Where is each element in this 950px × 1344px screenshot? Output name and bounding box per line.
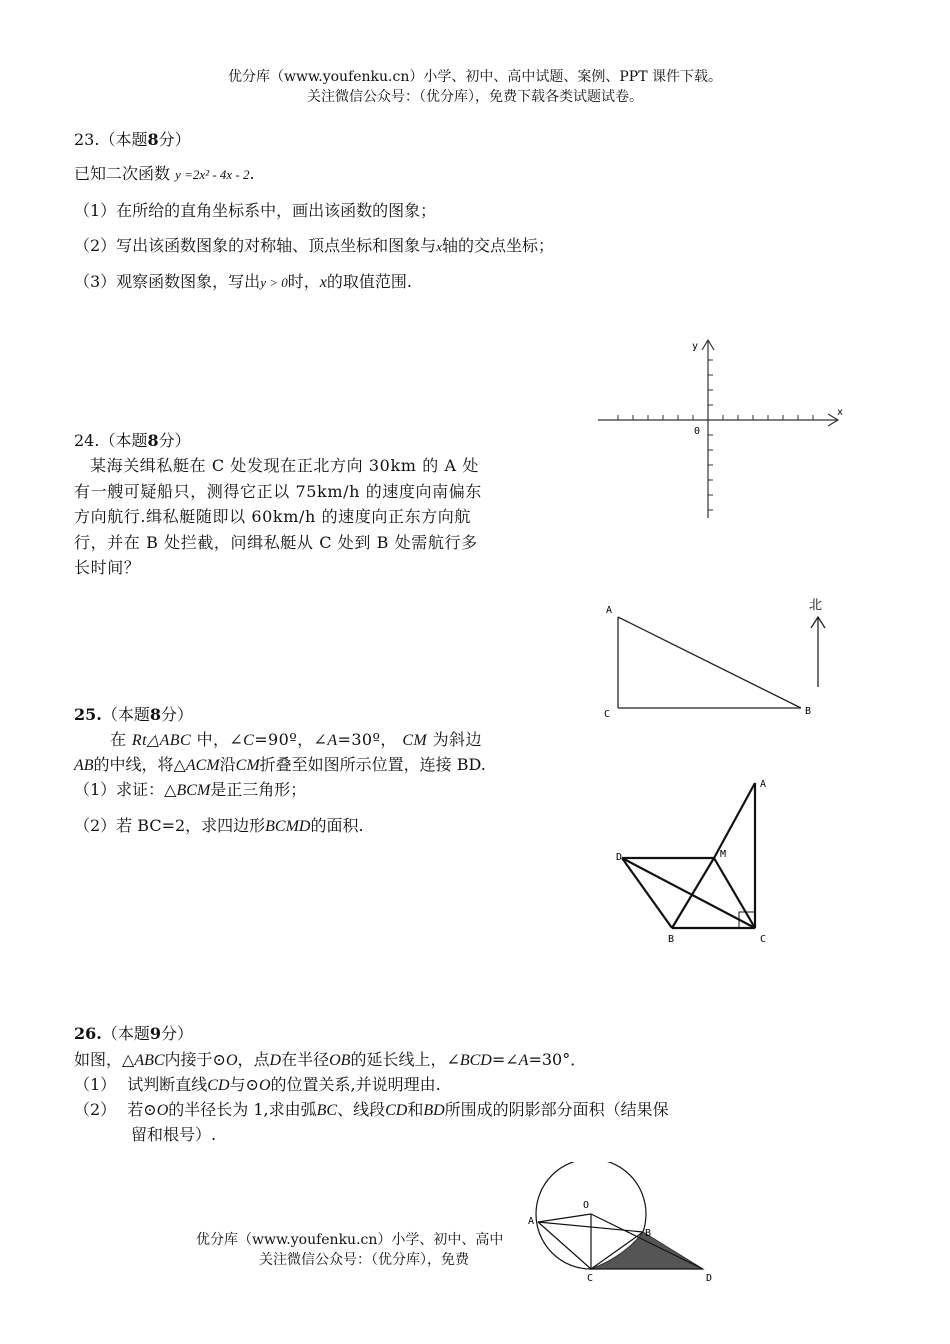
q25-part-1 <box>74 777 306 800</box>
q25-score: 8 <box>149 705 161 724</box>
q26-number: 26. <box>74 1024 102 1043</box>
q25-p1-b: 是正三角形； <box>210 780 307 799</box>
q26-l1-d: D <box>269 1052 282 1069</box>
q26-p1-a: 试判断直线 <box>127 1075 208 1094</box>
q25-p2-bcmd: BCMD <box>265 818 311 835</box>
q23-head-close: 分） <box>158 130 191 149</box>
point-b-label: B <box>668 934 675 945</box>
q24-line-2: 有一艘可疑船只，测得它正以 75km/h 的速度向南偏东 <box>74 481 482 501</box>
point-a-label: A <box>606 605 613 616</box>
q23-part-3-b: 时， <box>287 272 320 291</box>
q25-l1-d: =90º，∠ <box>254 730 328 749</box>
q23-head-open: （本题 <box>99 130 148 149</box>
q24-triangle-figure <box>598 595 838 720</box>
segment-mb <box>672 858 714 928</box>
q25-l1-b: 中，∠ <box>196 730 244 749</box>
q26-l1-h: =30°． <box>528 1050 587 1069</box>
q26-p2-bc: BC <box>316 1102 338 1119</box>
q23-intro-end: . <box>249 164 255 183</box>
q23-score: 8 <box>147 130 159 149</box>
q23-part-3 <box>74 269 412 292</box>
q26-l1-bcd: BCD <box>459 1052 492 1069</box>
q23-part-3-a: （3）观察函数图象，写出 <box>74 272 261 291</box>
q26-l1-f: 的延长线上，∠ <box>350 1050 460 1069</box>
q25-l1-cm: CM <box>402 732 428 749</box>
q23-intro <box>74 161 255 184</box>
point-c-label: C <box>604 709 611 720</box>
q25-l1-rt: Rt△ABC <box>131 732 192 749</box>
q23-number: 23. <box>74 130 100 149</box>
footer-line-2: 关注微信公众号：（优分库），免费 <box>259 1252 469 1268</box>
q25-part-2 <box>74 813 364 836</box>
q25-l1-a: 在 <box>110 730 127 749</box>
coordinate-axes-figure <box>590 335 860 530</box>
q26-p1-num: （1） <box>74 1075 117 1094</box>
q25-l2-cm: CM <box>235 757 260 774</box>
segment-am <box>714 783 755 858</box>
q24-line-3: 方向航行.缉私艇随即以 60km/h 的速度向正东方向航 <box>74 507 471 526</box>
point-c-label: C <box>760 934 767 945</box>
q23-heading <box>74 127 191 150</box>
point-a-label: A <box>760 779 767 790</box>
q26-p2-b: 的半径长为 1,求由弧 <box>168 1100 317 1119</box>
q23-part-2-x: x <box>436 239 442 254</box>
q26-p1-o: O <box>258 1077 271 1094</box>
q25-l2-a: 的中线，将△ <box>93 755 186 774</box>
q23-part-3-cond: y > 0 <box>260 275 288 290</box>
q24-number: 24. <box>74 431 100 450</box>
header-line-2: 关注微信公众号：（优分库），免费下载各类试题试卷。 <box>307 89 643 105</box>
q26-part-2-cont: 留和根号）. <box>131 1125 217 1144</box>
q26-l1-e: 在半径 <box>281 1050 330 1069</box>
q25-line-1 <box>110 727 482 750</box>
q26-l1-o: O <box>225 1052 238 1069</box>
q25-fold-figure <box>610 775 780 950</box>
q26-p1-b: 与⊙ <box>229 1075 259 1094</box>
q25-p1-a: （1）求证：△ <box>74 780 177 799</box>
q26-l1-ob: OB <box>329 1052 351 1069</box>
q26-l1-aa: A <box>518 1052 529 1069</box>
q26-l1-a: 如图，△ <box>74 1050 135 1069</box>
q23-part-3-c: 的取值范围. <box>326 272 412 291</box>
point-d-label: D <box>616 852 623 863</box>
y-axis-label: y <box>692 341 699 352</box>
q25-p2-b: 的面积. <box>310 816 364 835</box>
q23-formula: y =2x² - 4x - 2 <box>175 167 250 182</box>
q23-intro-text: 已知二次函数 <box>74 164 171 183</box>
segment-db <box>622 858 672 928</box>
q26-p2-e: 所围成的阴影部分面积（结果保 <box>444 1100 669 1119</box>
q26-p2-d: 和 <box>407 1100 424 1119</box>
point-m-label: M <box>720 849 727 860</box>
point-o-label: O <box>583 1200 590 1211</box>
q25-p2-a: （2）若 BC=2，求四边形 <box>74 816 266 835</box>
q25-l1-c: C <box>243 732 255 749</box>
q24-score: 8 <box>147 431 159 450</box>
q25-number: 25. <box>74 705 102 724</box>
q26-part-2 <box>74 1097 669 1120</box>
q23-part-2-b: 轴的交点坐标； <box>441 236 554 255</box>
q24-line-5: 长时间？ <box>74 558 141 577</box>
q25-line-2 <box>74 752 486 775</box>
q24-head-open: （本题 <box>99 431 148 450</box>
q26-line-1 <box>74 1047 586 1070</box>
q25-head-close: 分） <box>161 705 194 724</box>
q25-l2-c: 折叠至如图所示位置，连接 BD. <box>259 755 486 774</box>
q26-head-open: （本题 <box>101 1024 150 1043</box>
q23-part-2-a: （2）写出该函数图象的对称轴、顶点坐标和图象与 <box>74 236 437 255</box>
q26-p1-cd: CD <box>207 1077 230 1094</box>
point-b-label: B <box>805 706 812 717</box>
q25-l2-b: 沿 <box>219 755 236 774</box>
q24-line-1: 某海关缉私艇在 C 处发现在正北方向 30km 的 A 处 <box>90 456 479 475</box>
q25-heading <box>74 702 193 725</box>
header-line-1: 优分库（www.youfenku.cn）小学、初中、高中试题、案例、PPT 课件下载。 <box>227 69 722 85</box>
q25-p1-bcm: BCM <box>176 782 211 799</box>
q24-line-4: 行，并在 B 处拦截，问缉私艇从 C 处到 B 处需航行多 <box>74 532 478 552</box>
q26-l1-abc: ABC <box>134 1052 165 1069</box>
q26-p2-cd: CD <box>385 1102 408 1119</box>
footer-line-1: 优分库（www.youfenku.cn）小学、初中、高中 <box>196 1232 504 1248</box>
origin-label: 0 <box>694 426 701 437</box>
q26-l1-c: ，点 <box>237 1050 270 1069</box>
x-axis-ticks <box>618 415 813 420</box>
point-d-label: D <box>706 1273 713 1284</box>
q26-part-1 <box>74 1072 441 1095</box>
q24-body <box>74 453 482 581</box>
point-c-label: C <box>587 1273 594 1284</box>
q25-l1-f: =30º， <box>337 730 397 749</box>
north-label: 北 <box>809 598 823 613</box>
q26-head-close: 分） <box>161 1024 194 1043</box>
q25-l2-ab: AB <box>74 757 94 774</box>
q26-heading <box>74 1021 193 1044</box>
q24-heading <box>74 428 191 451</box>
q26-p2-c: 、线段 <box>337 1100 386 1119</box>
q23-part-3-x: x <box>319 274 327 291</box>
q25-l2-acm: ACM <box>185 757 220 774</box>
y-axis-ticks <box>708 360 713 510</box>
q26-l1-g: =∠ <box>491 1050 519 1069</box>
q25-l1-e: A <box>327 732 338 749</box>
q26-p2-bd: BD <box>423 1102 445 1119</box>
q25-head-open: （本题 <box>101 705 150 724</box>
q26-p2-o: O <box>156 1102 169 1119</box>
q26-p2-a: 若⊙ <box>127 1100 157 1119</box>
q26-score: 9 <box>149 1024 161 1043</box>
q26-circle-figure <box>525 1162 725 1287</box>
q25-l1-g: 为斜边 <box>432 730 482 749</box>
x-axis-label: x <box>837 407 844 418</box>
q26-l1-b: 内接于⊙ <box>164 1050 226 1069</box>
point-b-label: B <box>645 1228 652 1239</box>
q24-head-close: 分） <box>158 431 191 450</box>
point-a-label: A <box>528 1216 535 1227</box>
segment-ao <box>538 1214 591 1222</box>
side-ab <box>618 617 801 708</box>
q26-p2-num: （2） <box>74 1100 117 1119</box>
q26-p1-c: 的位置关系,并说明理由. <box>270 1075 441 1094</box>
q23-part-1: （1）在所给的直角坐标系中，画出该函数的图象； <box>74 201 437 220</box>
q23-part-2 <box>74 233 554 256</box>
